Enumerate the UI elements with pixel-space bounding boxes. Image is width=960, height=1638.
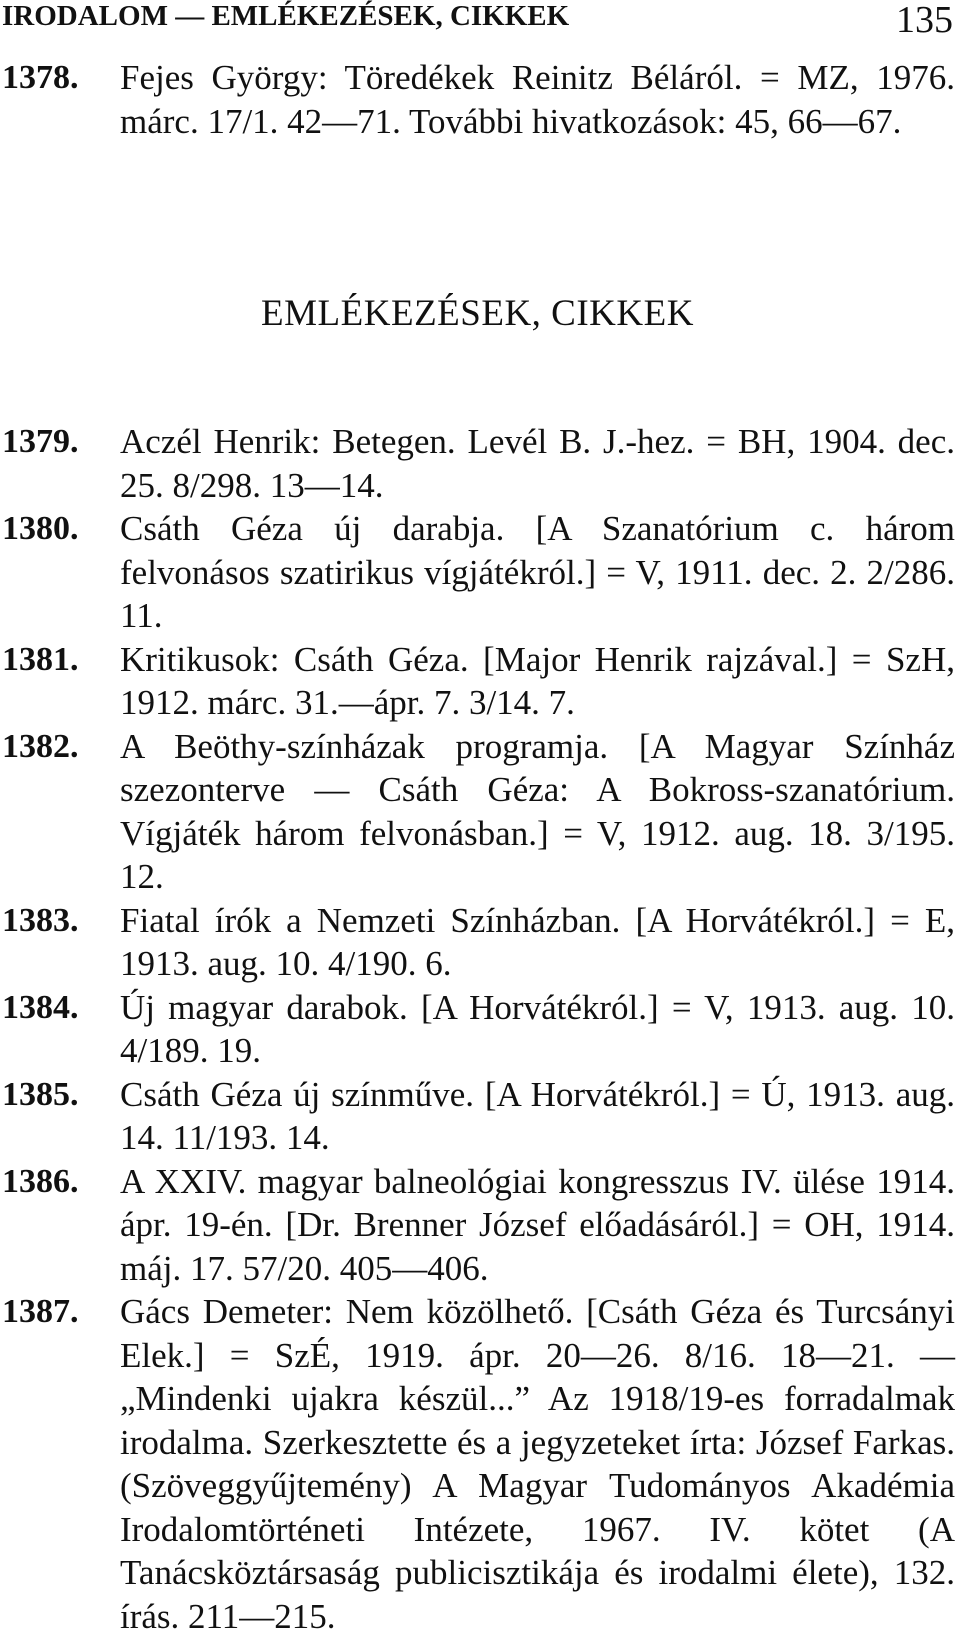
bibliography-list-previous-section [0, 56, 955, 143]
entry-text: Aczél Henrik: Betegen. Levél B. J.-hez. = BH, 1904. dec. 25. 8/298. 13—14. [120, 422, 955, 505]
running-title: IRODALOM — EMLÉKEZÉSEK, CIKKEK [2, 0, 570, 32]
section-heading: EMLÉKEZÉSEK, CIKKEK [261, 293, 694, 334]
entry-text: A Beöthy-színházak programja. [A Magyar Színház szezonterve — Csáth Géza: A Bokross-szanatórium. Vígjáték három felvonásban.] = V, 1912. aug. 18. 3/195. 12. [120, 726, 955, 896]
entry-number: 1381. [2, 640, 79, 678]
bibliography-entry [0, 899, 955, 986]
entry-number: 1379. [2, 423, 79, 460]
entry-text: Új magyar darabok. [A Horvátékról.] = V, 1913. aug. 10. 4/189. 19. [120, 987, 955, 1070]
entry-number: 1378. [2, 59, 79, 96]
bibliography-entry [0, 638, 955, 725]
bibliography-entry [0, 1290, 955, 1638]
running-head [0, 0, 955, 40]
entry-number: 1384. [2, 988, 79, 1026]
bibliography-list [0, 420, 955, 1638]
entry-number: 1386. [2, 1162, 79, 1200]
bibliography-entry [0, 1073, 955, 1160]
entry-number: 1383. [2, 901, 79, 939]
entry-number: 1385. [2, 1075, 79, 1113]
entry-text: A XXIV. magyar balneológiai kongresszus IV. ülése 1914. ápr. 19-én. [Dr. Brenner József előadásáról.] = OH, 1914. máj. 17. 57/20. 405—406. [120, 1161, 955, 1288]
bibliography-entry [0, 507, 955, 638]
entry-text: Csáth Géza új darabja. [A Szanatórium c. három felvonásos szatirikus vígjátékról.] = V, 1911. dec. 2. 2/286. 11. [120, 509, 955, 635]
bibliography-entry [0, 420, 955, 507]
entry-text: Csáth Géza új színműve. [A Horvátékról.] = Ú, 1913. aug. 14. 11/193. 14. [120, 1074, 955, 1157]
entry-number: 1387. [2, 1293, 79, 1330]
entry-text: Fejes György: Töredékek Reinitz Béláról. = MZ, 1976. márc. 17/1. 42—71. További hivatkozások: 45, 66—67. [120, 58, 955, 141]
entry-text: Fiatal írók a Nemzeti Színházban. [A Horvátékról.] = E, 1913. aug. 10. 4/190. 6. [120, 900, 955, 983]
bibliography-entry [0, 56, 955, 143]
entry-text: Gács Demeter: Nem közölhető. [Csáth Géza és Turcsányi Elek.] = SzÉ, 1919. ápr. 20—26. 8/16. 18—21. — „Mindenki ujakra készül...” Az 1918/19-es forradalmak irodalma. Szerkesztette és a jegyzeteket írta: József Farkas. (Szöveggyűjtemény) A Magyar Tudományos Akadémia Irodalomtörténeti Intézete, 1967. IV. kötet (A Tanácsköztársaság publicisztikája és irodalmi élete), 132. írás. 211—215. [120, 1292, 955, 1636]
entry-number: 1380. [2, 510, 79, 547]
entry-number: 1382. [2, 727, 79, 765]
entry-text: Kritikusok: Csáth Géza. [Major Henrik rajzával.] = SzH, 1912. márc. 31.—ápr. 7. 3/14. 7. [120, 639, 955, 722]
page-number: 135 [896, 0, 953, 41]
bibliography-entry [0, 725, 955, 899]
bibliography-entry [0, 986, 955, 1073]
bibliography-entry [0, 1160, 955, 1291]
